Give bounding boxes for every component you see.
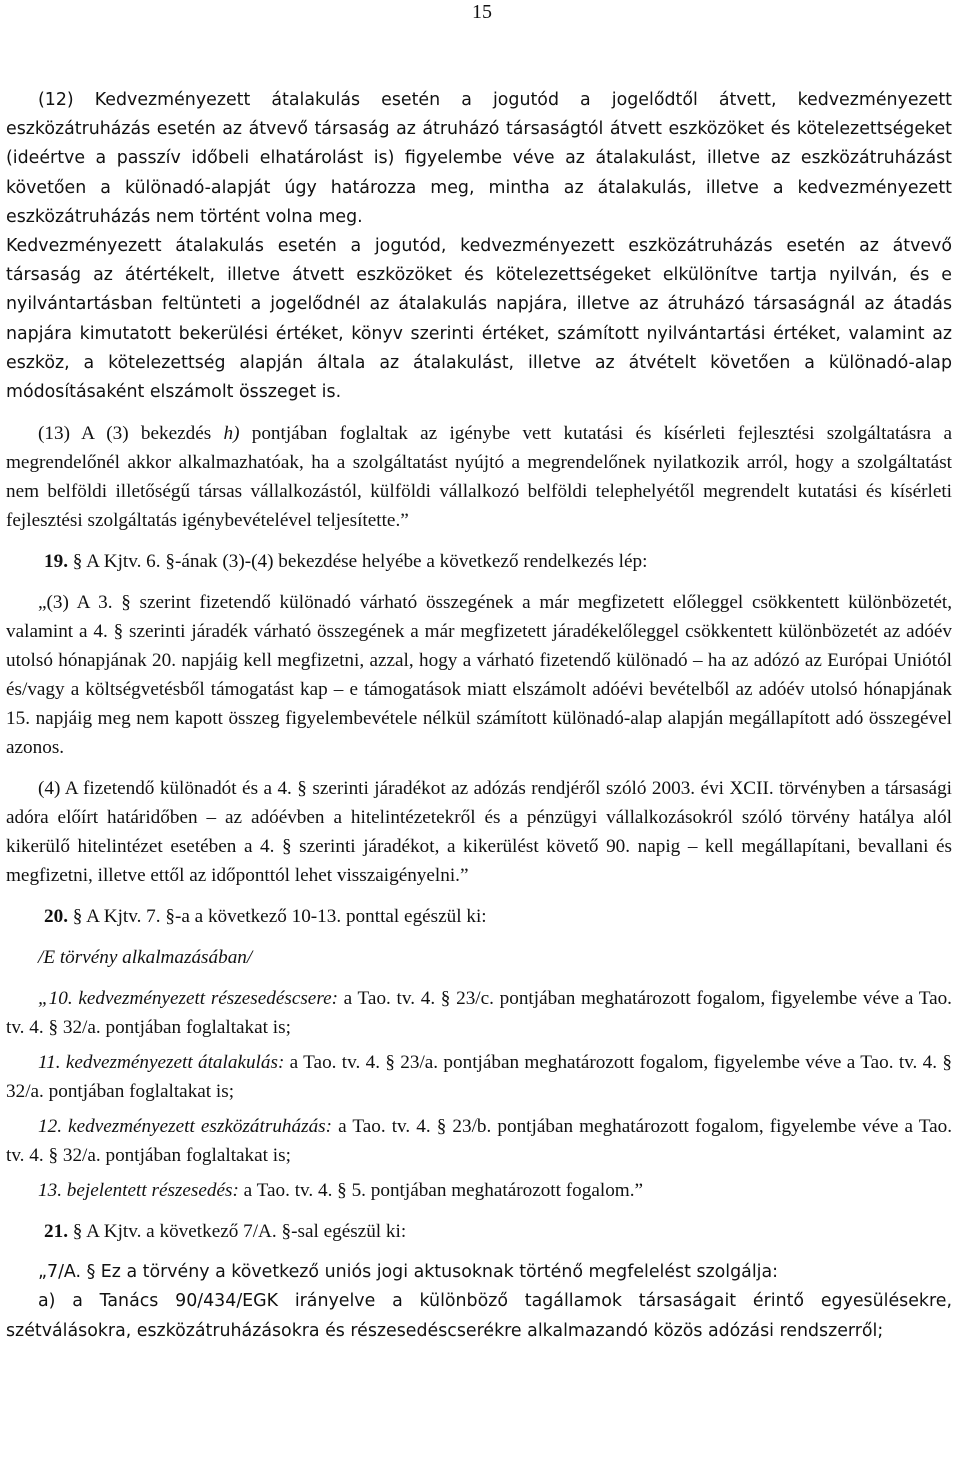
definition-10 <box>6 984 952 1042</box>
definition-13 <box>6 1176 952 1205</box>
definition-10-term: „10. kedvezményezett részesedéscsere: <box>38 988 338 1010</box>
section-21-text: § A Kjtv. a következő 7/A. §-sal egészül ki: <box>67 1221 407 1243</box>
definition-10-text: a Tao. tv. 4. § 23/c. pontjában meghatározott fogalom, figyelembe véve a Tao. tv. 4. § 32/a. pontjában foglaltakat is; <box>6 988 952 1039</box>
definitions-heading <box>6 943 952 972</box>
paragraph-12-part-a: (12) Kedvezményezett átalakulás esetén a jogutód a jogelődtől átvett, kedvezményezett eszközátruházás esetén az átvevő társaság az átruházó társaságtól átvett eszközöket és kötelezettségeket (ideértve a passzív időbeli elhatárolást is) figyelembe véve az átalakulást, illetve az eszközátruházást követően a különadó-alapját úgy határozza meg, mintha az átalakulás, illetve a kedvezményezett eszközátruházás nem történt volna meg. <box>6 90 952 227</box>
section-20-text: § A Kjtv. 7. §-a a következő 10-13. ponttal egészül ki: <box>67 906 487 928</box>
definition-12-text: a Tao. tv. 4. § 23/b. pontjában meghatározott fogalom, figyelembe véve a Tao. tv. 4. § 32/a. pontjában foglaltakat is; <box>6 1116 952 1167</box>
definition-13-text: a Tao. tv. 4. § 5. pontjában meghatározott fogalom.” <box>238 1180 644 1202</box>
definition-11-term: 11. kedvezményezett átalakulás: <box>38 1052 285 1074</box>
section-21-number: 21. <box>44 1221 68 1243</box>
definition-12 <box>6 1112 952 1170</box>
paragraph-4: (4) A fizetendő különadót és a 4. § szerinti járadékot az adózás rendjéről szóló 2003. évi XCII. törvényben a társasági adóra előírt határidőben – az adóévben a hitelintézetekről és a pénzügyi vállalkozásokról szóló törvény hatálya alól kikerülő hitelintézet esetében a 4. § szerinti járadékot, a kikerülést követő 90. napig – kell megállapítani, bevallani és megfizetni, illetve ettől az időponttól lehet visszaigényelni.” <box>6 778 952 887</box>
paragraph-13 <box>6 419 952 535</box>
paragraph-13-pre: (13) A (3) bekezdés <box>38 423 224 445</box>
section-20-number: 20. <box>44 906 68 928</box>
paragraph-7a-point-a: a) a Tanács 90/434/EGK irányelve a különböző tagállamok társaságait érintő egyesülésekre, szétválásokra, eszközátruházásokra és részesedéscserékre alkalmazandó közös adózási rendszerről; <box>6 1291 952 1341</box>
paragraph-7a: „7/A. § Ez a törvény a következő uniós jogi aktusoknak történő megfelelést szolgálja: <box>38 1262 779 1283</box>
definition-11 <box>6 1048 952 1106</box>
paragraph-13-post: pontjában foglaltak az igénybe vett kutatási és kísérleti fejlesztési szolgáltatásra a megrendelőnél akkor alkalmazhatóak, ha a szolgáltatást nyújtó a megrendelőnek nyilatkozik arról, hogy a szolgáltatást nem belföldi illetőségű társas vállalkozástól, külföldi vállalkozó belföldi telephelyétől megrendelt kutatási és kísérleti fejlesztési szolgáltatás igénybevételével teljesítette.” <box>6 423 952 532</box>
section-19-number: 19. <box>44 551 68 573</box>
definition-13-term: 13. bejelentett részesedés: <box>38 1180 239 1202</box>
definition-11-text: a Tao. tv. 4. § 23/a. pontjában meghatározott fogalom, figyelembe véve a Tao. tv. 4. § 32/a. pontjában foglaltakat is; <box>6 1052 953 1103</box>
definitions-heading-text: /E törvény alkalmazásában/ <box>38 947 253 969</box>
document-body <box>6 86 952 1346</box>
paragraph-3: „(3) A 3. § szerint fizetendő különadó várható összegének a már megfizetett előleggel csökkentett különbözetét, valamint a 4. § szerinti járadék várható összegének a már megfizetett járadékelőleggel csökkentett különbözetét az adóév utolsó hónapjának 20. napjáig kell megfizetni, azzal, hogy a várható fizetendő különadó – ha az adózó az Európai Uniótól és/vagy a költségvetésből támogatást kap – e támogatások miatt elszámolt adóévi bevételből az adóév utolsó hónapjának 15. napjáig meg nem kapott összeg figyelembevétele nélkül számított különadó-alap alapján megállapított adó összegével azonos. <box>6 592 952 759</box>
paragraph-12-part-b: Kedvezményezett átalakulás esetén a jogutód, kedvezményezett eszközátruházás esetén az átvevő társaság az átértékelt, illetve átvett eszközöket és kötelezettségeket elkülönítve tartja nyilván, és e nyilvántartásban feltünteti a jogelődnél az átalakulás napjára, illetve az átruházó társaságnál az átadás napjára kimutatott bekerülési értéket, könyv szerinti értéket, számított nyilvántartási értéket, valamint az eszköz, a kötelezettség alapján általa az átalakulást, illetve az átvételt követően a különadó-alap módosításaként elszámolt összeget is. <box>6 236 952 403</box>
section-19 <box>6 547 952 576</box>
section-20 <box>6 902 952 931</box>
section-21 <box>6 1217 952 1246</box>
paragraph-13-h: h) <box>223 423 240 445</box>
page-number: 15 <box>472 1 492 23</box>
definition-12-term: 12. kedvezményezett eszközátruházás: <box>38 1116 333 1138</box>
section-19-text: § A Kjtv. 6. §-ának (3)-(4) bekezdése helyébe a következő rendelkezés lép: <box>67 551 648 573</box>
